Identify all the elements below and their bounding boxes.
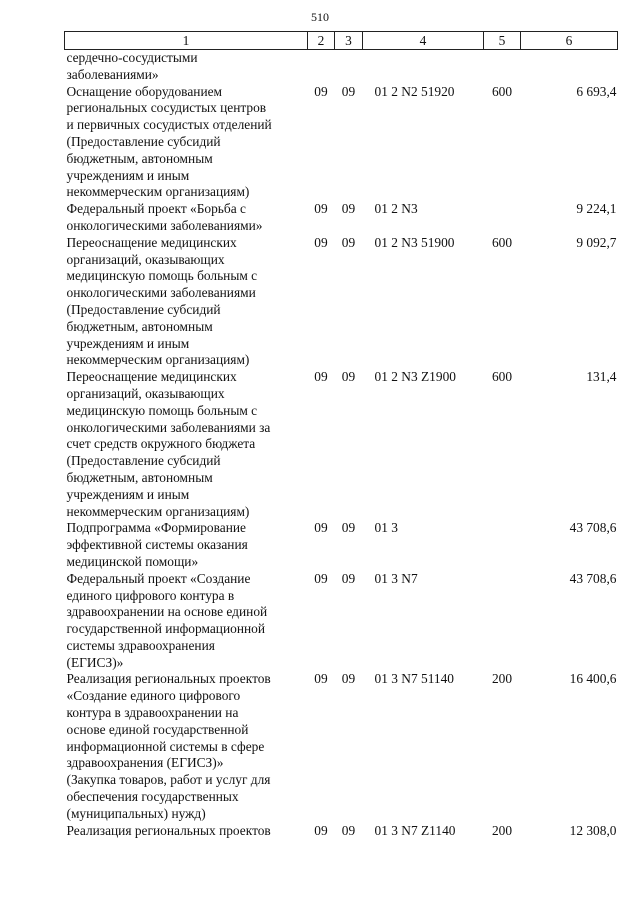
row-description: Реализация региональных проектов «Создание единого цифрового контура в здравоохранении на основе единой государственной информационной системы в сфере здравоохранения (ЕГИСЗ)» (Закупка товаров, работ и услуг для обеспечения государственных (муниципальных) нужд) <box>66 671 271 821</box>
row-section: 09 <box>314 201 328 217</box>
row-amount: 12 308,0 <box>569 822 617 838</box>
row-section: 09 <box>314 570 328 586</box>
table-row <box>65 84 618 202</box>
column-header-section: 2 <box>308 32 335 50</box>
row-target-code: 01 3 <box>374 520 398 536</box>
row-section <box>308 50 335 84</box>
table-row <box>65 571 618 672</box>
row-description: Переоснащение медицинских организаций, оказывающих медицинскую помощь больным с онкологическими заболеваниями за счет средств окружного бюджета (Предоставление субсидий бюджетным, автономным учреждениям и иным некоммерческим организациям) <box>66 369 271 519</box>
row-subsection: 09 <box>341 671 356 687</box>
row-subsection: 09 <box>341 369 356 385</box>
row-description: Реализация региональных проектов <box>66 822 271 838</box>
row-subsection: 09 <box>341 520 356 536</box>
row-subsection <box>335 50 363 84</box>
row-expense-type <box>484 50 521 84</box>
row-target-code: 01 2 N3 <box>374 201 418 217</box>
row-amount: 131,4 <box>586 369 617 385</box>
page-number: 510 <box>311 10 329 24</box>
row-expense-type: 600 <box>491 369 513 385</box>
row-target-code: 01 2 N2 51920 <box>374 83 455 99</box>
row-target-code <box>363 50 484 84</box>
row-section: 09 <box>314 83 328 99</box>
row-section: 09 <box>314 369 328 385</box>
row-target-code: 01 2 N3 51900 <box>374 234 455 250</box>
table-row <box>65 823 618 840</box>
row-description: Федеральный проект «Создание единого цифрового контура в здравоохранении на основе единой государственной информационной системы здравоохранения (ЕГИСЗ)» <box>66 570 268 670</box>
table-row <box>65 235 618 369</box>
row-amount: 16 400,6 <box>569 671 617 687</box>
row-amount <box>521 50 618 84</box>
column-header-subsection: 3 <box>335 32 363 50</box>
table-header-row <box>65 32 618 50</box>
row-description: Федеральный проект «Борьба с онкологическими заболеваниями» <box>66 201 263 233</box>
row-amount: 9 092,7 <box>576 234 617 250</box>
row-subsection: 09 <box>341 570 356 586</box>
row-target-code: 01 2 N3 Z1900 <box>374 369 456 385</box>
row-description: Оснащение оборудованием региональных сосудистых центров и первичных сосудистых отделений (Предоставление субсидий бюджетным, автономным учреждениям и иным некоммерческим организациям) <box>66 83 272 200</box>
row-amount: 9 224,1 <box>576 201 617 217</box>
row-subsection: 09 <box>341 201 356 217</box>
row-section: 09 <box>314 234 328 250</box>
row-expense-type: 600 <box>491 83 513 99</box>
row-section: 09 <box>314 822 328 838</box>
column-header-target-code: 4 <box>363 32 484 50</box>
row-section: 09 <box>314 671 328 687</box>
row-expense-type <box>484 520 521 570</box>
table-row <box>65 671 618 822</box>
column-header-description: 1 <box>65 32 308 50</box>
row-expense-type <box>484 201 521 235</box>
row-target-code: 01 3 N7 51140 <box>374 671 454 687</box>
table-row <box>65 520 618 570</box>
column-header-amount: 6 <box>521 32 618 50</box>
row-expense-type <box>484 571 521 672</box>
table-row <box>65 369 618 520</box>
row-subsection: 09 <box>341 234 356 250</box>
row-subsection: 09 <box>341 83 356 99</box>
table-row <box>65 50 618 84</box>
row-description: Переоснащение медицинских организаций, оказывающих медицинскую помощь больным с онкологическими заболеваниями (Предоставление субсидий бюджетным, автономным учреждениям и иным некоммерческим организациям) <box>66 234 258 368</box>
row-expense-type: 200 <box>491 671 513 687</box>
row-expense-type: 200 <box>491 822 513 838</box>
column-header-expense-type: 5 <box>484 32 521 50</box>
row-subsection: 09 <box>341 822 356 838</box>
row-target-code: 01 3 N7 Z1140 <box>374 822 456 838</box>
budget-table <box>64 31 618 839</box>
row-expense-type: 600 <box>491 234 513 250</box>
row-amount: 43 708,6 <box>569 570 617 586</box>
row-section: 09 <box>314 520 328 536</box>
table-row <box>65 201 618 235</box>
row-amount: 6 693,4 <box>576 83 617 99</box>
row-description: сердечно-сосудистыми заболеваниями» <box>66 50 198 82</box>
row-target-code: 01 3 N7 <box>374 570 418 586</box>
row-description: Подпрограмма «Формирование эффективной системы оказания медицинской помощи» <box>66 520 248 569</box>
row-amount: 43 708,6 <box>569 520 617 536</box>
